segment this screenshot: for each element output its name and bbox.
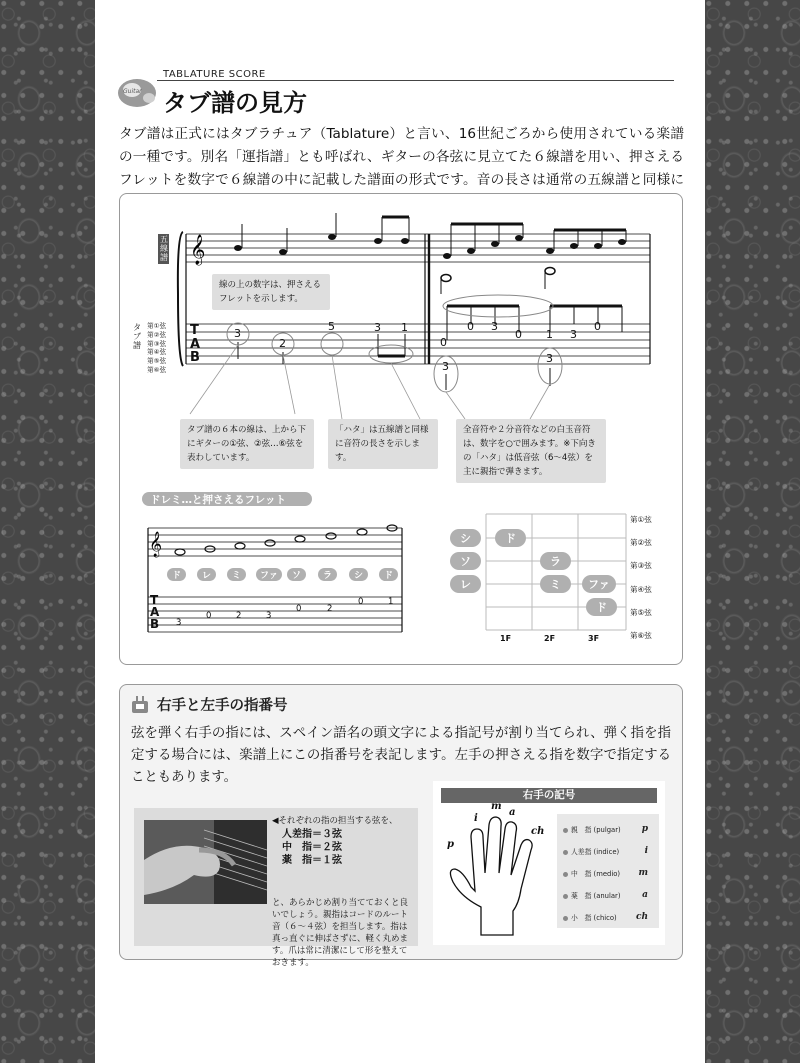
legend-row: 親 指 (pulgar) p <box>563 824 653 834</box>
guitar-hand-photo <box>144 820 267 904</box>
fretboard-string-labels: 第①弦 第②弦 第③弦 第④弦 第⑤弦 第⑥弦 <box>630 515 652 641</box>
callout-whole-notes: 全音符や２分音符などの白玉音符は、数字を○で囲みます。※下向きの「ハタ」は低音弦（6〜4弦）を主に親指で弾きます。 <box>456 419 606 483</box>
tab-number: 1 <box>546 328 553 341</box>
tab-number: 3 <box>234 327 241 340</box>
fret-note-re: レ <box>450 575 481 593</box>
intro-paragraph: タブ譜は正式にはタブラチュア（Tablature）と言い、16世紀ごろから使用されている楽譜の一種です。別名「運指譜」とも呼ばれ、ギターの各弦に見立てた６線譜を用い、押さえるフレットを数字で６線譜の中に記載した譜面の形式です。音の長さは通常の五線譜と同様に <box>119 126 684 188</box>
tab-label: タブ譜 <box>133 323 141 350</box>
fret-note-so: ソ <box>450 552 481 570</box>
photo-panel <box>134 808 418 968</box>
measure2-notes <box>441 224 626 294</box>
doremi-tab-number: 3 <box>176 618 182 628</box>
decorative-border-right <box>705 0 800 1063</box>
section-body: 弦を弾く右手の指には、スペイン語名の頭文字による指記号が割り当てられ、弾く指を指定する場合には、楽譜上にこの指番号を表記します。左手の押さえる指を数字で指定することもあります。 <box>131 726 671 785</box>
treble-clef-icon: 𝄞 <box>190 235 206 265</box>
page-title: タブ譜の見方 <box>163 89 307 117</box>
hand-letter-a: a <box>509 807 516 818</box>
doremi-tab-number: 3 <box>266 611 272 621</box>
header-subtitle: TABLATURE SCORE <box>163 69 266 80</box>
svg-text:Guitar: Guitar <box>123 88 142 95</box>
fret-label: 3F <box>588 634 600 643</box>
doremi-tab-number: 1 <box>388 597 394 607</box>
photo-note: と、あらかじめ割り当てておくと良いでしょう。親指はコードのルート音（６〜４弦）を担当します。指は真っ直ぐに伸ばさずに、軽く丸めます。爪は常に清潔にして形を整えておきます。 <box>272 898 409 968</box>
tab-number: 1 <box>401 321 408 334</box>
tab-string-labels: 第①弦 第②弦 第③弦 第④弦 第⑤弦 第⑥弦 <box>147 322 167 374</box>
hand-letter-i: i <box>474 813 478 824</box>
fret-note-fa: ファ <box>582 575 616 593</box>
fret-note-do: ド <box>495 529 526 547</box>
tab-number: 0 <box>515 328 522 341</box>
fingering-panel <box>119 684 683 968</box>
finger-legend <box>557 814 659 928</box>
header-rule <box>157 80 674 81</box>
fret-label: 2F <box>544 634 556 643</box>
callout-hata: 「ハタ」は五線譜と同様に音符の長さを示します。 <box>328 419 438 469</box>
tab-number: 2 <box>279 337 286 350</box>
doremi-tab-clef: T A B <box>150 593 160 631</box>
tab-number: 3 <box>570 328 577 341</box>
fret-note-si: シ <box>450 529 481 547</box>
doremi-heading: ドレミ…と押さえるフレット <box>150 494 286 506</box>
hand-letter-ch: ch <box>531 826 545 837</box>
doremi-tab-number: 2 <box>327 604 333 614</box>
doremi-tab-number: 0 <box>296 604 302 614</box>
doremi-tab-number: 0 <box>358 597 364 607</box>
tab-number-circled: 3 <box>546 352 553 365</box>
staff-lines <box>186 234 650 262</box>
hand-letter-m: m <box>491 801 502 812</box>
fret-note-do-low: ド <box>586 598 617 616</box>
doremi-whole-notes <box>175 525 397 555</box>
tab-number-circled: 3 <box>442 360 449 373</box>
right-hand-title: 右手の記号 <box>441 788 657 803</box>
photo-caption: ◀それぞれの指の担当する弦を、 人差指＝３弦 中 指＝２弦 薬 指＝１弦 <box>272 816 398 866</box>
hand-letter-p: p <box>447 839 454 850</box>
legend-row: 中 指 (medio) m <box>563 868 653 878</box>
doremi-note-pills: ド レ ミ ファ ソ ラ シ ド <box>167 568 407 584</box>
right-hand-panel <box>433 781 665 945</box>
fret-label: 1F <box>500 634 512 643</box>
page <box>95 0 705 1063</box>
tab-number: 5 <box>328 320 335 333</box>
legend-row: 薬 指 (anular) a <box>563 890 653 900</box>
legend-row: 人差指 (indice) i <box>563 846 653 856</box>
decorative-border-left <box>0 0 95 1063</box>
callout-six-lines: タブ譜の６本の線は、上から下にギターの①弦、②弦…⑥弦を表わしています。 <box>180 419 314 469</box>
tab-number: 3 <box>374 321 381 334</box>
fret-note-mi: ミ <box>540 575 571 593</box>
notation-panel <box>119 193 683 665</box>
section-title: 右手と左手の指番号 <box>157 698 288 714</box>
tab-number: 3 <box>491 320 498 333</box>
fret-note-ra: ラ <box>540 552 571 570</box>
svg-text:𝄞: 𝄞 <box>149 532 163 557</box>
doremi-tab-number: 0 <box>206 611 212 621</box>
tab-number: 0 <box>440 336 447 349</box>
callout-fret-numbers: 線の上の数字は、押さえるフレットを示します。 <box>212 274 330 310</box>
doremi-tab-number: 2 <box>236 611 242 621</box>
legend-row: 小 指 (chico) ch <box>563 912 653 922</box>
tab-number: 0 <box>467 320 474 333</box>
tab-lines <box>186 324 650 364</box>
tab-clef: T A B <box>190 323 201 365</box>
guitar-pick-icon <box>130 695 150 715</box>
staff-label: 五線譜 <box>160 235 168 262</box>
tab-number: 0 <box>594 320 601 333</box>
guitar-logo-icon <box>117 76 157 108</box>
